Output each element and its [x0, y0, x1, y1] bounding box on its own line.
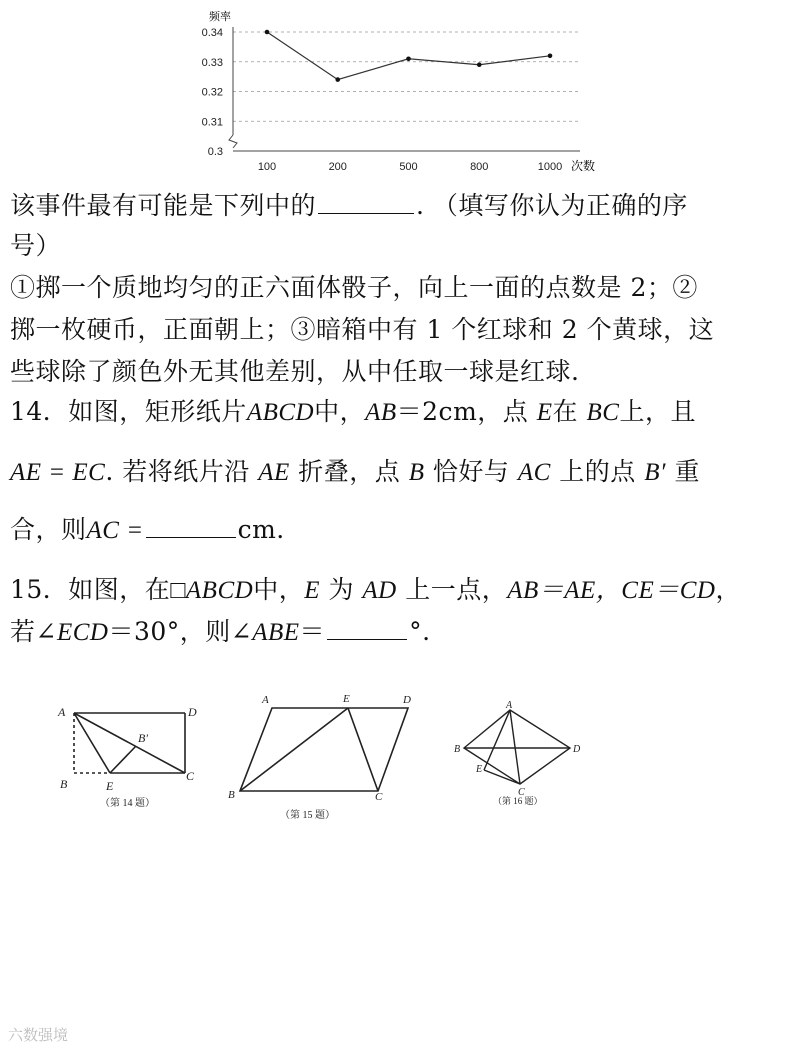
x-tick-label: 500 [399, 161, 418, 173]
math: □ABCD [170, 577, 254, 604]
diagonal-ac [74, 713, 185, 773]
math: B′ [644, 459, 667, 486]
math: BC [586, 399, 620, 426]
chart-grid [233, 32, 580, 121]
figure-15 [225, 688, 420, 823]
data-point [265, 30, 270, 35]
label-b: B [454, 744, 461, 755]
text-segment: 该事件最有可能是下列中的 [10, 191, 317, 220]
x-tick-label: 800 [470, 161, 489, 173]
math: ABCD [246, 399, 315, 426]
label-c: C [186, 769, 195, 783]
math: E [536, 399, 553, 426]
question-14-line-1 [10, 392, 696, 433]
label-e: E [106, 779, 114, 793]
math: E [304, 577, 320, 604]
watermark: 六数强境 [8, 1026, 69, 1044]
text-segment: 15．如图，在 [10, 575, 171, 604]
text-segment: °. [409, 617, 431, 646]
question-15-line-1 [10, 570, 741, 611]
y-axis-label: 频率 [209, 11, 231, 23]
text-segment: ， [715, 575, 741, 604]
math: AE = EC [10, 459, 106, 486]
segment-ec [348, 708, 378, 791]
data-point [477, 62, 482, 67]
text-segment: 恰好与 [432, 457, 510, 486]
text-segment: 上的点 [559, 457, 636, 486]
text-line: 号） [10, 231, 62, 260]
text-segment: cm. [237, 515, 285, 544]
label-a: A [58, 705, 66, 719]
label-c: C [375, 791, 383, 803]
figure-16-caption: （第 16 题） [493, 796, 543, 806]
parallelogram-abcd [240, 708, 408, 791]
label-a: A [506, 700, 513, 711]
answer-blank[interactable] [318, 189, 414, 214]
math: AD [362, 577, 397, 604]
answer-blank[interactable] [327, 615, 407, 640]
option-line: 些球除了颜色外无其他差别，从中任取一球是红球. [10, 357, 580, 386]
axis-break [229, 135, 237, 148]
figure-15-caption: （第 15 题） [280, 810, 335, 821]
label-e: E [343, 693, 350, 705]
text-segment: 14．如图，矩形纸片 [10, 397, 247, 426]
fill-blank-line [10, 186, 688, 226]
question-15-line-2 [10, 612, 431, 653]
y-tick-label: 0.34 [201, 27, 223, 39]
data-point [406, 56, 411, 61]
text-segment: 合，则 [10, 515, 87, 544]
text-segment: 在 [552, 397, 579, 426]
text-segment: ＝30°，则∠ [108, 617, 253, 646]
text-segment: ＝2cm，点 [396, 397, 529, 426]
label-b: B [228, 789, 235, 801]
diagonal-ac [510, 710, 520, 784]
label-e: E [476, 764, 483, 775]
label-c: C [518, 787, 525, 798]
question-14-line-2 [10, 452, 700, 493]
text-segment: 中， [253, 575, 305, 604]
label-d: D [403, 694, 411, 706]
text-segment: . （填写你认为正确的序 [416, 191, 688, 220]
text-segment: 若∠ [10, 617, 57, 646]
math: AC [517, 459, 551, 486]
math: AC = [86, 517, 144, 544]
x-tick-label: 100 [257, 161, 277, 173]
frequency-line-chart [185, 0, 605, 178]
series-line [267, 32, 550, 80]
question-14-line-3 [10, 510, 285, 551]
option-line: 掷一枚硬币，正面朝上；③暗箱中有 1 个红球和 2 个黄球，这 [10, 315, 715, 344]
text-segment: 重 [674, 457, 700, 486]
segment-eb-prime [110, 746, 136, 773]
label-d: D [573, 744, 581, 755]
segment-ae [484, 710, 510, 770]
data-point [335, 77, 340, 82]
text-segment: . 若将纸片沿 [105, 457, 250, 486]
data-point [548, 54, 553, 59]
text-segment: 上，且 [619, 397, 696, 426]
math: AB＝AE，CE＝CD [507, 577, 716, 604]
figure-14 [50, 698, 210, 813]
x-tick-label: 1000 [537, 161, 563, 173]
x-tick-label: 200 [328, 161, 347, 173]
option-line: ①掷一个质地均匀的正六面体骰子，向上一面的点数是 2；② [10, 273, 698, 302]
figure-14-caption: （第 14 题） [100, 798, 155, 809]
y-tick-label: 0.3 [207, 146, 223, 158]
chart-marks [265, 30, 553, 82]
math: AB [365, 399, 397, 426]
label-b-prime: B′ [138, 731, 148, 745]
text-segment: 中， [314, 397, 366, 426]
text-segment: 为 [328, 575, 354, 604]
math: ABE [252, 619, 300, 646]
math: AE [258, 459, 290, 486]
text-segment: 折叠，点 [298, 457, 401, 486]
math: B [408, 459, 425, 486]
y-tick-label: 0.33 [201, 56, 223, 69]
y-tick-label: 0.31 [201, 116, 223, 129]
x-axis-label: 次数 [571, 159, 596, 173]
label-b: B [60, 777, 68, 791]
text-segment: ＝ [299, 617, 326, 646]
math: ECD [56, 619, 109, 646]
label-a: A [262, 694, 269, 706]
y-tick-label: 0.32 [201, 86, 223, 99]
figure-16 [448, 698, 588, 813]
text-segment: 上一点， [405, 575, 508, 604]
label-d: D [188, 705, 197, 719]
chart-axes [202, 27, 580, 173]
answer-blank[interactable] [146, 513, 236, 538]
